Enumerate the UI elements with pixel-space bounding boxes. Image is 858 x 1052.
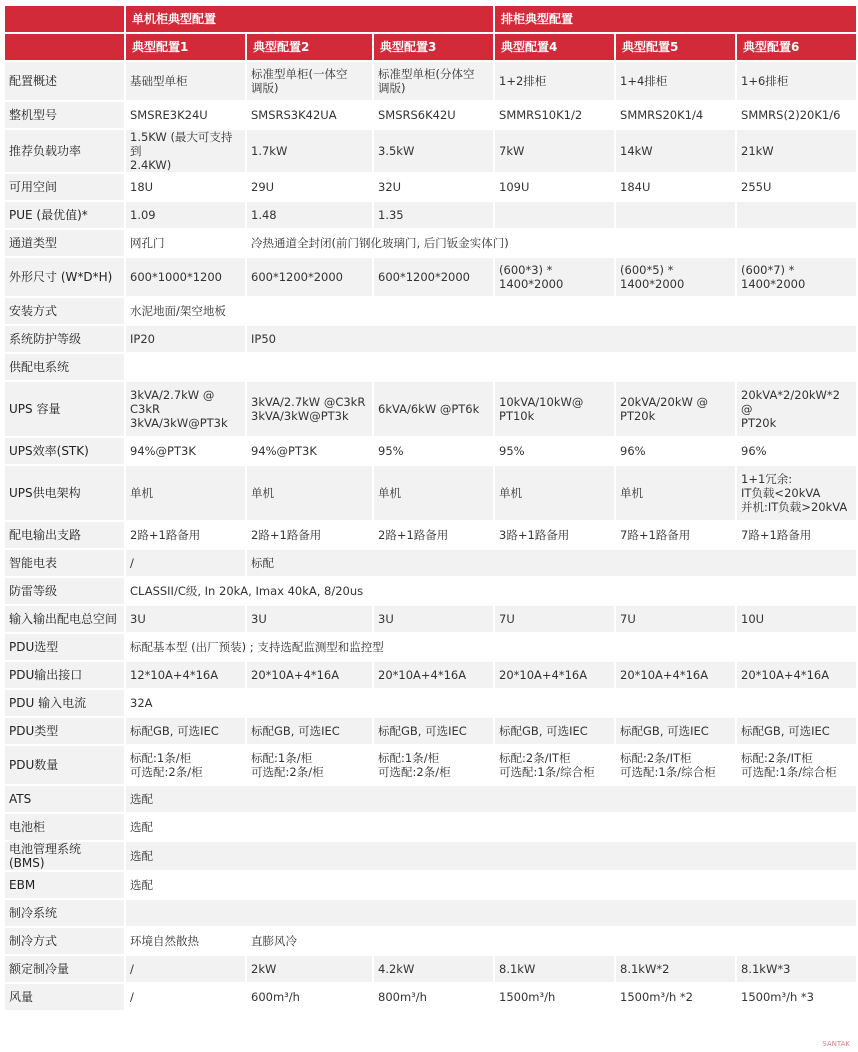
table-cell: 21kW — [737, 130, 856, 172]
table-cell: SMMRS(2)20K1/6 — [737, 102, 856, 128]
table-cell: 网孔门 — [126, 230, 245, 256]
table-cell: 标准型单柜(一体空 调版) — [247, 62, 372, 100]
table-cell: 18U — [126, 174, 245, 200]
table-row — [5, 842, 856, 870]
table-cell: 96% — [616, 438, 735, 464]
row-label: 输入输出配电总空间 — [5, 606, 124, 632]
table-cell: 1+2排柜 — [495, 62, 614, 100]
table-body — [5, 62, 856, 1010]
table-cell: 1.48 — [247, 202, 372, 228]
table-cell: 109U — [495, 174, 614, 200]
table-cell: 7路+1路备用 — [737, 522, 856, 548]
table-row — [5, 382, 856, 436]
table-row — [5, 814, 856, 840]
table-cell: 1+1冗余: IT负载<20kVA 并机:IT负载>20kVA — [737, 466, 856, 520]
table-cell: 8.1kW*2 — [616, 956, 735, 982]
table-row — [5, 900, 856, 926]
table-cell — [616, 202, 735, 228]
table-cell: 6kVA/6kW @PT6k — [374, 382, 493, 436]
table-row — [5, 718, 856, 744]
table-row — [5, 786, 856, 812]
table-cell: 2路+1路备用 — [374, 522, 493, 548]
row-label: PDU输出接口 — [5, 662, 124, 688]
table-cell: 3U — [374, 606, 493, 632]
table-row — [5, 578, 856, 604]
header-corner — [5, 6, 124, 32]
row-label: 额定制冷量 — [5, 956, 124, 982]
table-cell: 12*10A+4*16A — [126, 662, 245, 688]
row-label: UPS效率(STK) — [5, 438, 124, 464]
table-cell: 10kVA/10kW@ PT10k — [495, 382, 614, 436]
table-cell: 32U — [374, 174, 493, 200]
table-cell: 标配 — [247, 550, 856, 576]
table-cell: 255U — [737, 174, 856, 200]
group-header-multi: 排柜典型配置 — [495, 6, 856, 32]
table-cell: IP20 — [126, 326, 245, 352]
row-label: 配置概述 — [5, 62, 124, 100]
table-cell: SMMRS20K1/4 — [616, 102, 735, 128]
table-cell: 标配GB, 可选IEC — [126, 718, 245, 744]
table-cell — [737, 202, 856, 228]
row-label: 防雷等级 — [5, 578, 124, 604]
table-cell: 7路+1路备用 — [616, 522, 735, 548]
table-cell: 7U — [495, 606, 614, 632]
table-cell: 600*1200*2000 — [374, 258, 493, 296]
table-row — [5, 354, 856, 380]
table-cell: 选配 — [126, 842, 856, 870]
table-cell: 单机 — [247, 466, 372, 520]
table-cell: 10U — [737, 606, 856, 632]
table-cell: 标配GB, 可选IEC — [737, 718, 856, 744]
row-label: PDU 输入电流 — [5, 690, 124, 716]
table-cell: 3kVA/2.7kW @ C3kR 3kVA/3kW@PT3k — [126, 382, 245, 436]
table-cell: SMSRS6K42U — [374, 102, 493, 128]
table-cell: 3U — [247, 606, 372, 632]
row-label: PDU选型 — [5, 634, 124, 660]
row-label: 通道类型 — [5, 230, 124, 256]
table-cell: 标配:1条/柜 可选配:2条/柜 — [247, 746, 372, 784]
table-cell: SMSRS3K42UA — [247, 102, 372, 128]
table-row — [5, 466, 856, 520]
row-label: 配电输出支路 — [5, 522, 124, 548]
table-cell: 标配:2条/IT柜 可选配:1条/综合柜 — [495, 746, 614, 784]
table-cell: 环境自然散热 — [126, 928, 245, 954]
row-label: EBM — [5, 872, 124, 898]
table-cell: 1500m³/h — [495, 984, 614, 1010]
table-cell: 20*10A+4*16A — [247, 662, 372, 688]
table-cell: 94%@PT3K — [126, 438, 245, 464]
config-header: 典型配置5 — [616, 34, 735, 60]
table-row — [5, 174, 856, 200]
table-cell: CLASSII/C级, In 20kA, Imax 40kA, 8/20us — [126, 578, 856, 604]
table-row — [5, 130, 856, 172]
table-row — [5, 550, 856, 576]
config-header: 典型配置6 — [737, 34, 856, 60]
table-cell: 600*1200*2000 — [247, 258, 372, 296]
row-label: 制冷系统 — [5, 900, 124, 926]
row-label: 智能电表 — [5, 550, 124, 576]
table-cell: 8.1kW — [495, 956, 614, 982]
table-row — [5, 326, 856, 352]
table-cell: 600m³/h — [247, 984, 372, 1010]
watermark-logo: SANTAK — [822, 1040, 850, 1048]
table-cell: 1.09 — [126, 202, 245, 228]
table-row — [5, 230, 856, 256]
table-cell: 基础型单柜 — [126, 62, 245, 100]
table-row — [5, 62, 856, 100]
config-header: 典型配置2 — [247, 34, 372, 60]
table-cell: 单机 — [126, 466, 245, 520]
table-cell: 800m³/h — [374, 984, 493, 1010]
table-cell: 20*10A+4*16A — [737, 662, 856, 688]
row-label: 安装方式 — [5, 298, 124, 324]
table-cell: 1+4排柜 — [616, 62, 735, 100]
table-cell: (600*5) * 1400*2000 — [616, 258, 735, 296]
table-cell: 3路+1路备用 — [495, 522, 614, 548]
table-cell — [126, 900, 856, 926]
config-header: 典型配置3 — [374, 34, 493, 60]
table-cell: 4.2kW — [374, 956, 493, 982]
table-cell: 标配:2条/IT柜 可选配:1条/综合柜 — [737, 746, 856, 784]
table-cell: 95% — [495, 438, 614, 464]
table-cell: 20*10A+4*16A — [374, 662, 493, 688]
table-row — [5, 438, 856, 464]
row-label: 制冷方式 — [5, 928, 124, 954]
table-row — [5, 956, 856, 982]
table-cell: 单机 — [495, 466, 614, 520]
table-cell: 标配GB, 可选IEC — [374, 718, 493, 744]
config-table — [3, 4, 858, 1012]
table-cell: 1.7kW — [247, 130, 372, 172]
row-label: 整机型号 — [5, 102, 124, 128]
table-cell: / — [126, 550, 245, 576]
table-cell: (600*3) * 1400*2000 — [495, 258, 614, 296]
table-row — [5, 984, 856, 1010]
table-row — [5, 202, 856, 228]
table-cell: 3.5kW — [374, 130, 493, 172]
table-cell: SMMRS10K1/2 — [495, 102, 614, 128]
row-label: 系统防护等级 — [5, 326, 124, 352]
row-label: 外形尺寸 (W*D*H) — [5, 258, 124, 296]
table-row — [5, 928, 856, 954]
table-cell: 水泥地面/架空地板 — [126, 298, 856, 324]
table-cell: 2kW — [247, 956, 372, 982]
table-cell: 单机 — [616, 466, 735, 520]
table-cell: 8.1kW*3 — [737, 956, 856, 982]
table-row — [5, 102, 856, 128]
table-cell: 184U — [616, 174, 735, 200]
config-header: 典型配置1 — [126, 34, 245, 60]
table-cell — [126, 354, 856, 380]
table-cell: 标配GB, 可选IEC — [616, 718, 735, 744]
table-cell: 20kVA/20kW @ PT20k — [616, 382, 735, 436]
row-label: UPS供电架构 — [5, 466, 124, 520]
table-cell: 94%@PT3K — [247, 438, 372, 464]
table-cell: / — [126, 956, 245, 982]
table-cell: 1500m³/h *2 — [616, 984, 735, 1010]
config-header: 典型配置4 — [495, 34, 614, 60]
table-cell: 7kW — [495, 130, 614, 172]
table-cell: 20*10A+4*16A — [495, 662, 614, 688]
table-cell: 32A — [126, 690, 856, 716]
table-cell: 标配GB, 可选IEC — [247, 718, 372, 744]
table-cell: 选配 — [126, 872, 856, 898]
row-label: PUE (最优值)* — [5, 202, 124, 228]
table-row — [5, 522, 856, 548]
table-row — [5, 258, 856, 296]
table-cell: 29U — [247, 174, 372, 200]
table-cell: 1500m³/h *3 — [737, 984, 856, 1010]
table-cell: 标配GB, 可选IEC — [495, 718, 614, 744]
row-label: PDU类型 — [5, 718, 124, 744]
table-row — [5, 872, 856, 898]
row-label: PDU数量 — [5, 746, 124, 784]
table-row — [5, 298, 856, 324]
table-cell: 标配基本型 (出厂预装) ; 支持选配监测型和监控型 — [126, 634, 856, 660]
row-label: 供配电系统 — [5, 354, 124, 380]
row-label: UPS 容量 — [5, 382, 124, 436]
table-cell: 1.5KW (最大可支持到 2.4KW) — [126, 130, 245, 172]
table-row — [5, 634, 856, 660]
table-cell: 20kVA*2/20kW*2 @ PT20k — [737, 382, 856, 436]
table-cell: 1+6排柜 — [737, 62, 856, 100]
table-cell: 600*1000*1200 — [126, 258, 245, 296]
table-cell: 2路+1路备用 — [126, 522, 245, 548]
table-cell: 标配:1条/柜 可选配:2条/柜 — [126, 746, 245, 784]
table-cell: 冷热通道全封闭(前门钢化玻璃门, 后门钣金实体门) — [247, 230, 856, 256]
table-cell: 1.35 — [374, 202, 493, 228]
table-row — [5, 662, 856, 688]
table-cell: 95% — [374, 438, 493, 464]
table-cell: (600*7) * 1400*2000 — [737, 258, 856, 296]
table-cell: 直膨风冷 — [247, 928, 856, 954]
table-cell: 选配 — [126, 814, 856, 840]
table-cell: 2路+1路备用 — [247, 522, 372, 548]
table-row — [5, 746, 856, 784]
table-cell: 标配:2条/IT柜 可选配:1条/综合柜 — [616, 746, 735, 784]
group-header-single: 单机柜典型配置 — [126, 6, 493, 32]
table-cell — [495, 202, 614, 228]
row-label: 推荐负载功率 — [5, 130, 124, 172]
table-cell: 单机 — [374, 466, 493, 520]
table-row — [5, 606, 856, 632]
table-cell: IP50 — [247, 326, 856, 352]
row-label: 风量 — [5, 984, 124, 1010]
table-cell: / — [126, 984, 245, 1010]
table-cell: 14kW — [616, 130, 735, 172]
table-cell: 96% — [737, 438, 856, 464]
row-label: 电池柜 — [5, 814, 124, 840]
header-corner-2 — [5, 34, 124, 60]
row-label: 电池管理系统 (BMS) — [5, 842, 124, 870]
table-cell: 标准型单柜(分体空 调版) — [374, 62, 493, 100]
table-cell: 3U — [126, 606, 245, 632]
row-label: ATS — [5, 786, 124, 812]
table-cell: 7U — [616, 606, 735, 632]
table-cell: 选配 — [126, 786, 856, 812]
table-cell: 20*10A+4*16A — [616, 662, 735, 688]
table-cell: SMSRE3K24U — [126, 102, 245, 128]
table-cell: 标配:1条/柜 可选配:2条/柜 — [374, 746, 493, 784]
row-label: 可用空间 — [5, 174, 124, 200]
table-row — [5, 690, 856, 716]
table-cell: 3kVA/2.7kW @C3kR 3kVA/3kW@PT3k — [247, 382, 372, 436]
